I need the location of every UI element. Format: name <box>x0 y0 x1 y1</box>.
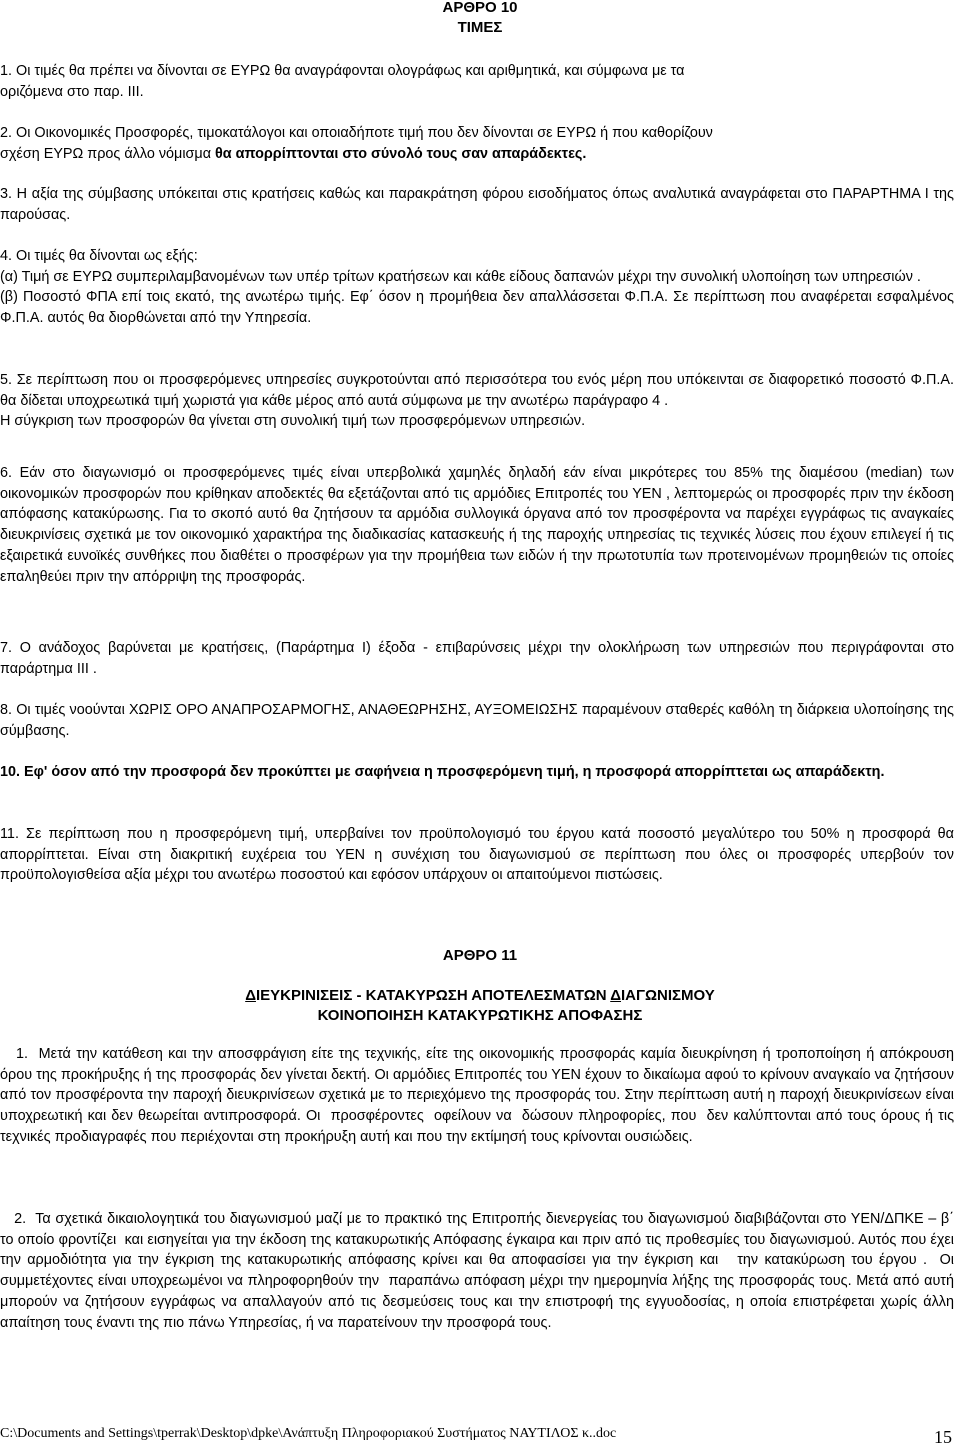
article-11-title: ΑΡΘΡΟ 11 <box>442 947 518 964</box>
page-footer <box>0 1424 960 1446</box>
article-10-paragraph-11: 11. Σε περίπτωση που η προσφερόμενη τιμή, υπερβαίνει τον προϋπολογισμό του έργου κατά ποσοστό μεγαλύτερο του 50% η προσφορά θα απορρίπτεται. Είναι στη διακριτική ευχέρεια του ΥΕΝ η συνέχιση του διαγωνισμού σε περίπτωση που όλες οι προσφορές υπερβούν τον προϋπολογισθείσα αξία μέχρι του ανωτέρω ποσοστού και εφόσον υπάρχουν οι απαιτούμενοι πιστώσεις. <box>0 826 954 884</box>
article-10-paragraph-1: 1. Οι τιμές θα πρέπει να δίνονται σε ΕΥΡΩ θα αναγράφονται ολογράφως και αριθμητικά, και σύμφωνα με τα οριζόμενα στο παρ. ΙΙΙ. <box>0 63 685 100</box>
footer-file-path: C:\Documents and Settings\tperrak\Desktop\dpke\Ανάπτυξη Πληροφοριακού Συστήματος ΝΑΥΤΙΛΟΣ κ..doc <box>0 1426 617 1441</box>
article-11-heading <box>0 946 960 1026</box>
article-11-subtitle-2: ΚΟΙΝΟΠΟΙΗΣΗ ΚΑΤΑΚΥΡΩΤΙΚΗΣ ΑΠΟΦΑΣΗΣ <box>317 1007 643 1024</box>
article-10-paragraph-10: 10. Εφ' όσον από την προσφορά δεν προκύπτει με σαφήνεια η προσφερόμενη τιμή, η προσφορά απορρίπτεται ως απαράδεκτη. <box>0 764 885 780</box>
article-11-subtitle-1: ΔΙΕΥΚΡΙΝΙΣΕΙΣ - ΚΑΤΑΚΥΡΩΣΗ ΑΠΟΤΕΛΕΣΜΑΤΩΝ ΔΙΑΓΩΝΙΣΜΟΥ <box>245 987 715 1004</box>
article-10-paragraph-8: 8. Οι τιμές νοούνται ΧΩΡΙΣ ΟΡΟ ΑΝΑΠΡΟΣΑΡΜΟΓΗΣ, ΑΝΑΘΕΩΡΗΣΗΣ, ΑΥΞΟΜΕΙΩΣΗΣ παραμένουν σταθερές καθόλη τη διάρκεια υλοποίησης της σύμβασης. <box>0 702 954 739</box>
article-10-paragraph-5: 5. Σε περίπτωση που οι προσφερόμενες υπηρεσίες συγκροτούνται από περισσότερα του ενός μέρη που υπόκεινται σε διαφορετικό ποσοστό Φ.Π.Α. θα δίδεται υποχρεωτικά τιμή χωριστά για κάθε μέρος από αυτά σύμφωνα με την ανωτέρω παράγραφο 4 . Η σύγκριση των προσφορών θα γίνεται στη συνολική τιμή των προσφερόμενων υπηρεσιών. <box>0 372 954 430</box>
article-10-paragraph-6: 6. Εάν στο διαγωνισμό οι προσφερόμενες τιμές είναι υπερβολικά χαμηλές δηλαδή εάν είναι μικρότερες του 85% της διαμέσου (median) των οικονομικών προσφορών που κρίθηκαν αποδεκτές θα εξετάζονται από τις αρμόδιες Επιτροπές του ΥΕΝ , λεπτομερώς οι προσφορές πριν την έκδοση απόφασης κατακύρωσης. Για το σκοπό αυτό θα ζητήσουν τα αρμόδια συλλογικά όργανα από τον προσφέροντα να παρέχει εγγράφως τις αναγκαίες διευκρινίσεις σχετικά με τον οικονομικό χαρακτήρα της διαδικασίας κατασκευής ή της παροχής υπηρεσίας τις τεχνικές λύσεις που έχουν επιλεγεί ή τις εξαιρετικά ευνοϊκές συνθήκες που διαθέτει ο προσφέρων για την προμήθεια των ειδών ή την πρωτοτυπία των προτεινομένων προμηθειών τις οποίες επαληθεύει πριν την απόρριψη της προσφοράς. <box>0 465 954 585</box>
article-10-subtitle: ΤΙΜΕΣ <box>457 19 503 36</box>
page-number: 15 <box>934 1427 952 1447</box>
article-10-title: ΑΡΘΡΟ 10 <box>442 0 518 16</box>
article-10-heading <box>0 0 960 38</box>
article-10-paragraph-4: 4. Οι τιμές θα δίνονται ως εξής: (α) Τιμή σε ΕΥΡΩ συμπεριλαμβανομένων των υπέρ τρίτων κρατήσεων και κάθε είδους δαπανών μέχρι την συνολική υλοποίηση των υπηρεσιών . (β) Ποσοστό ΦΠΑ επί τοις εκατό, της ανωτέρω τιμής. Εφ΄ όσον η προμήθεια δεν απαλλάσσεται Φ.Π.Α. Σε περίπτωση που αναφέρεται εσφαλμένος Φ.Π.Α. αυτός θα διορθώνεται από την Υπηρεσία. <box>0 248 954 327</box>
article-11-paragraph-1: 1. Μετά την κατάθεση και την αποσφράγιση είτε της τεχνικής, είτε της οικονομικής προσφοράς καμία διευκρίνηση ή τροποποίηση ή απόκρουση όρου της προκήρυξης ή της προσφοράς δεν γίνεται δεκτή. Οι αρμόδιες Επιτροπές του ΥΕΝ έχουν το δικαίωμα αφού το κρίνουν αναγκαίο να ζητήσουν από τον προσφέροντα την παροχή διευκρινίσεων σχετικά με το περιεχόμενο της προσφοράς του. Στην περίπτωση αυτή η παροχή διευκρινίσεων είναι υποχρεωτική και δεν θεωρείται αντιπροσφορά. Οι προσφέροντες οφείλουν να δώσουν πληροφορίες, που δεν καλύπτονται από τους όρους ή τις τεχνικές προδιαγραφές που περιέχονται στη προκήρυξη αυτή και που την εκτίμησή τους κρίνονται ουσιώδεις. <box>0 1046 958 1145</box>
article-10-paragraph-2: 2. Οι Οικονομικές Προσφορές, τιμοκατάλογοι και οποιαδήποτε τιμή που δεν δίνονται σε ΕΥΡΩ ή που καθορίζουν σχέση ΕΥΡΩ προς άλλο νόμισμα θα απορρίπτονται στο σύνολό τους σαν απαράδεκτες. <box>0 125 713 162</box>
article-10-paragraph-3: 3. Η αξία της σύμβασης υπόκειται στις κρατήσεις καθώς και παρακράτηση φόρου εισοδήματος όπως αναλυτικά αναγράφεται στο ΠΑΡΑΡΤΗΜΑ Ι της παρούσας. <box>0 186 954 223</box>
article-11-paragraph-2: 2. Τα σχετικά δικαιολογητικά του διαγωνισμού μαζί με το πρακτικό της Επιτροπής διενεργείας του διαγωνισμού διαβιβάζονται στο ΥΕΝ/ΔΠΚΕ – β΄ το οποίο φροντίζει και εισηγείται για την έκδοση της κατακυρωτικής Απόφασης έγκαιρα και πριν από τις προθεσμίες του διαγωνισμού. Αυτός που έχει την αρμοδιότητα για την έγκριση της κατακυρωτικής απόφασης κρίνει και θα αποφασίσει για την έγκριση και την κατακύρωση του έργου . Οι συμμετέχοντες είναι υποχρεωμένοι να πληροφορηθούν την παραπάνω απόφαση μέχρι την ημερομηνία λήξης της προσφοράς τους. Μετά από αυτή μπορούν να ζητήσουν εγγράφως να απαλλαγούν από τις δεσμεύσεις τους και την επιστροφή της εγγυοδοσίας, η οποία επιστρέφεται χωρίς άλλη απαίτηση τους έναντι της πιο πάνω Υπηρεσίας, ή να παρατείνουν την προσφορά τους. <box>0 1211 958 1331</box>
article-10-paragraph-7: 7. Ο ανάδοχος βαρύνεται με κρατήσεις, (Παράρτημα Ι) έξοδα - επιβαρύνσεις μέχρι την ολοκλήρωση των υπηρεσιών που περιγράφονται στο παράρτημα ΙΙΙ . <box>0 640 954 677</box>
